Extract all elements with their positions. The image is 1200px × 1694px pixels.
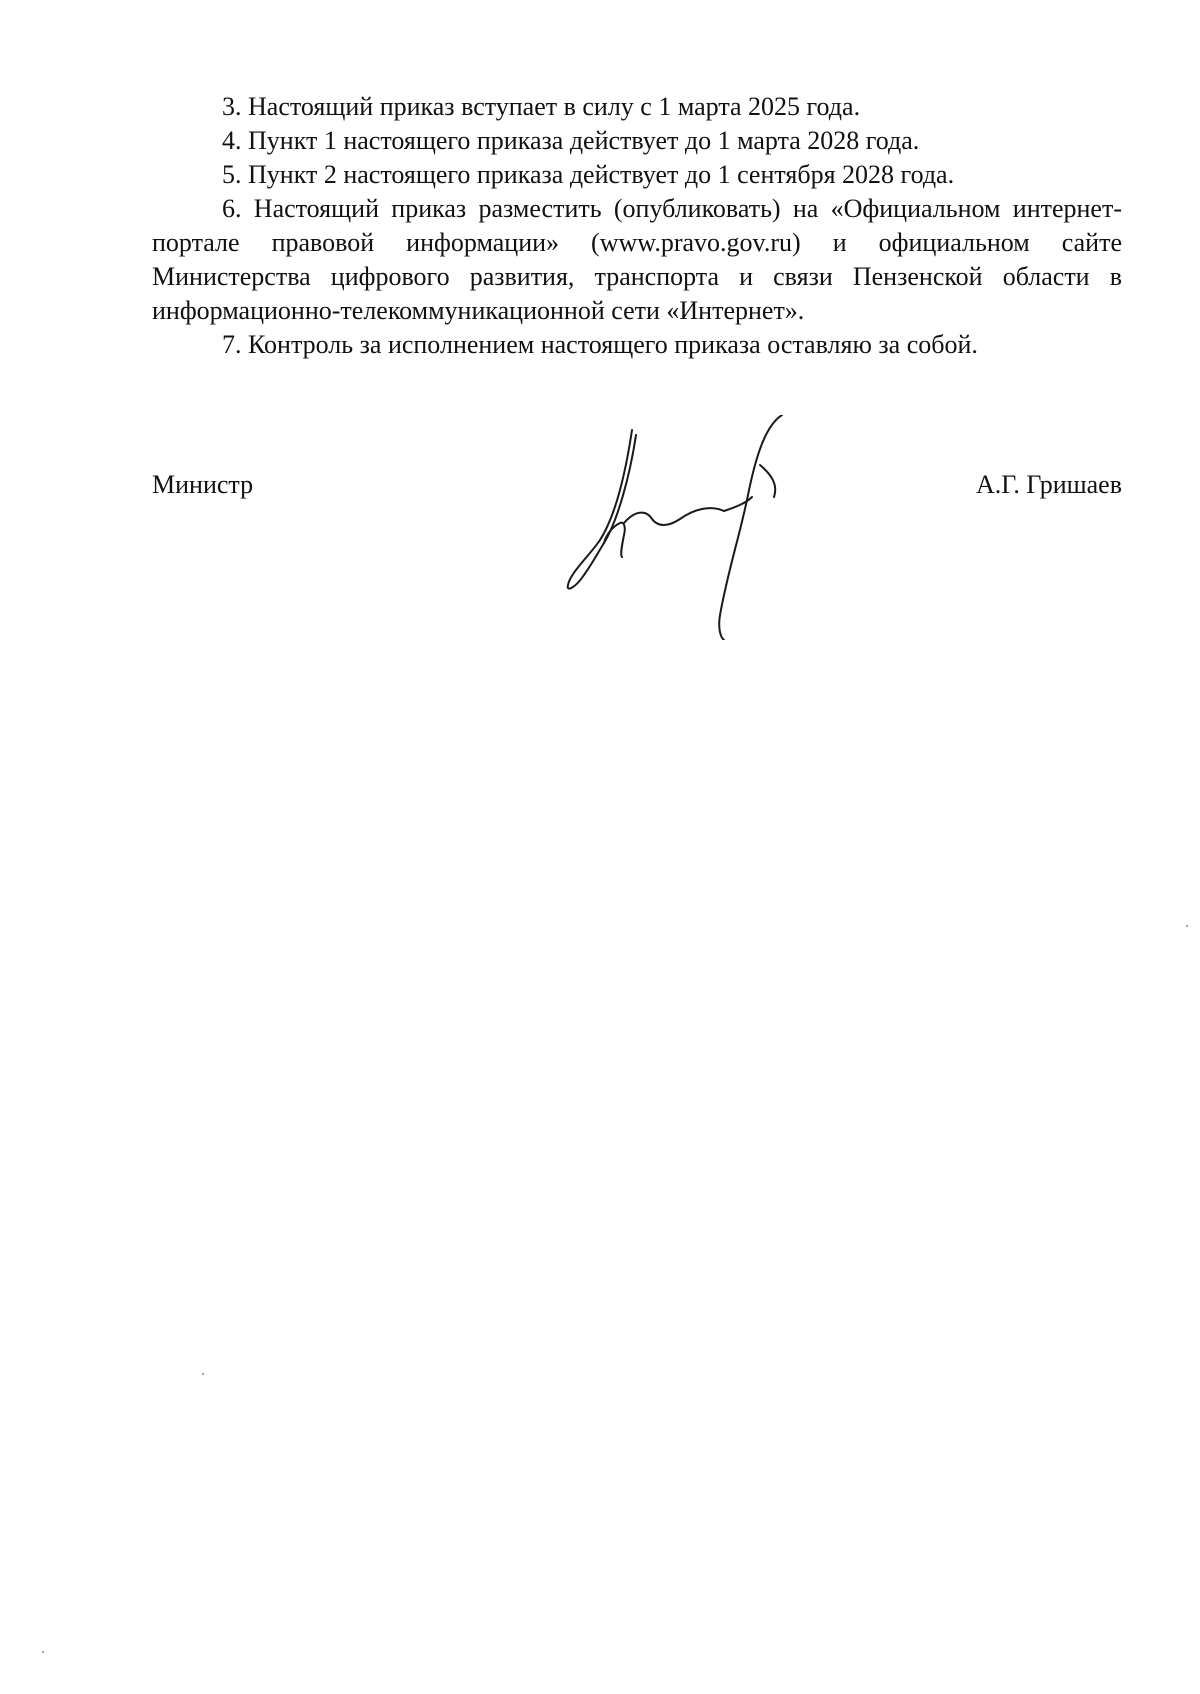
paragraph-7: 7. Контроль за исполнением настоящего приказа оставляю за собой. <box>222 330 978 359</box>
scan-speck <box>202 1373 204 1375</box>
handwritten-signature <box>560 415 860 640</box>
paragraph-3: 3. Настоящий приказ вступает в силу с 1 марта 2025 года. <box>222 92 861 121</box>
paragraph-6: 6. Настоящий приказ разместить (опубликовать) на «Официальном интернет-портале правовой информации» (www.pravo.gov.ru) и официальном сайте Министерства цифрового развития, транспорта и связи Пензенской области в информационно-телекоммуникационной сети «Интернет». <box>152 194 1122 325</box>
document-body <box>152 90 1122 362</box>
signer-position: Министр <box>152 470 254 499</box>
scan-speck <box>42 1651 44 1653</box>
paragraph-4: 4. Пункт 1 настоящего приказа действует до 1 марта 2028 года. <box>222 126 920 155</box>
paragraph-5: 5. Пункт 2 настоящего приказа действует до 1 сентября 2028 года. <box>222 160 955 189</box>
signer-name: А.Г. Гришаев <box>975 470 1122 499</box>
scan-speck <box>1186 925 1188 927</box>
